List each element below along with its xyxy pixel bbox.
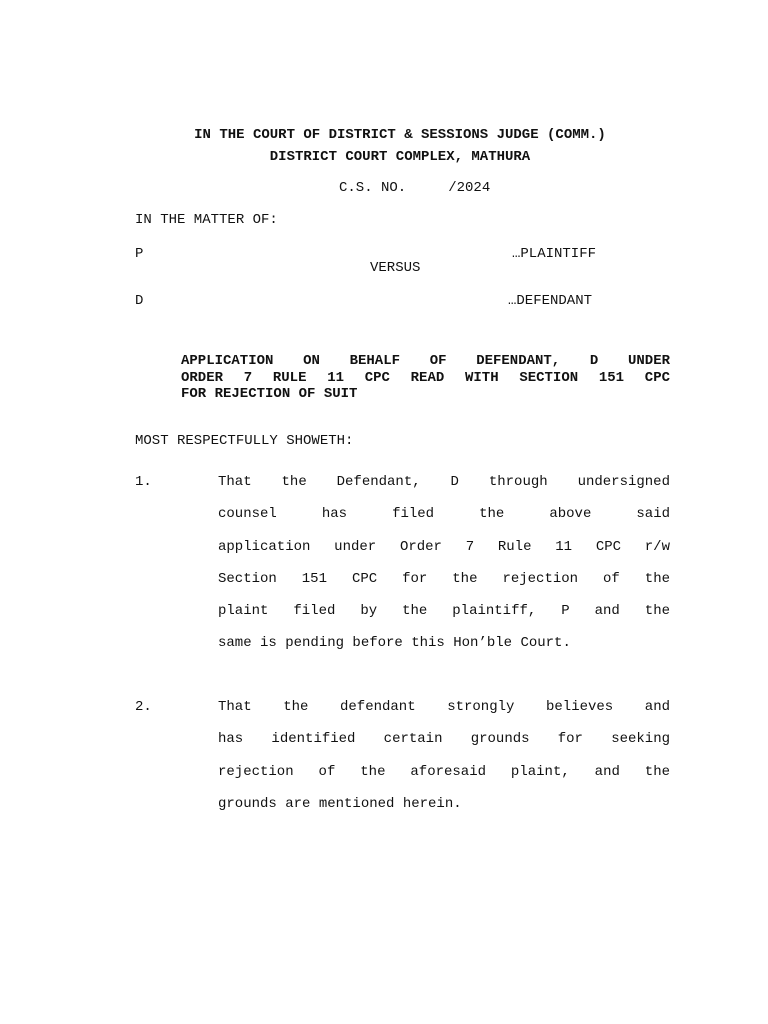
paragraph-line: Section 151 CPC for the rejection of the [218, 570, 670, 587]
plaintiff-role: …PLAINTIFF [512, 246, 597, 262]
plaintiff-name: P [135, 246, 144, 262]
paragraph-line: grounds are mentioned herein. [218, 795, 462, 812]
paragraph-line: has identified certain grounds for seeking [218, 731, 670, 748]
case-number: C.S. NO. /2024 [339, 180, 491, 196]
court-location: DISTRICT COURT COMPLEX, MATHURA [269, 149, 531, 165]
in-the-matter-label: IN THE MATTER OF: [135, 212, 278, 228]
paragraph-line: That the defendant strongly believes and [218, 699, 670, 715]
paragraph-line: plaint filed by the plaintiff, P and the [218, 603, 670, 620]
paragraph-body [218, 699, 670, 828]
paragraph-line: same is pending before this Hon’ble Court. [218, 635, 571, 652]
defendant-role: …DEFENDANT [508, 293, 593, 309]
paragraph-number: 2. [135, 699, 152, 715]
paragraph-body [218, 474, 670, 668]
defendant-name: D [135, 293, 144, 309]
versus-label: VERSUS [370, 260, 421, 276]
paragraph-line: application under Order 7 Rule 11 CPC r/w [218, 538, 670, 555]
paragraph-line: That the Defendant, D through undersigned [218, 474, 670, 490]
salutation: MOST RESPECTFULLY SHOWETH: [135, 433, 354, 449]
application-heading-line: FOR REJECTION OF SUIT [181, 386, 358, 402]
application-heading [181, 353, 670, 403]
court-title: IN THE COURT OF DISTRICT & SESSIONS JUDGE (COMM.) [194, 127, 606, 143]
paragraph-line: rejection of the aforesaid plaint, and the [218, 763, 670, 780]
application-heading-line: APPLICATION ON BEHALF OF DEFENDANT, D UNDER [181, 353, 670, 369]
application-heading-line: ORDER 7 RULE 11 CPC READ WITH SECTION 151 CPC [181, 369, 670, 386]
paragraph-line: counsel has filed the above said [218, 506, 670, 523]
paragraph-number: 1. [135, 474, 152, 490]
